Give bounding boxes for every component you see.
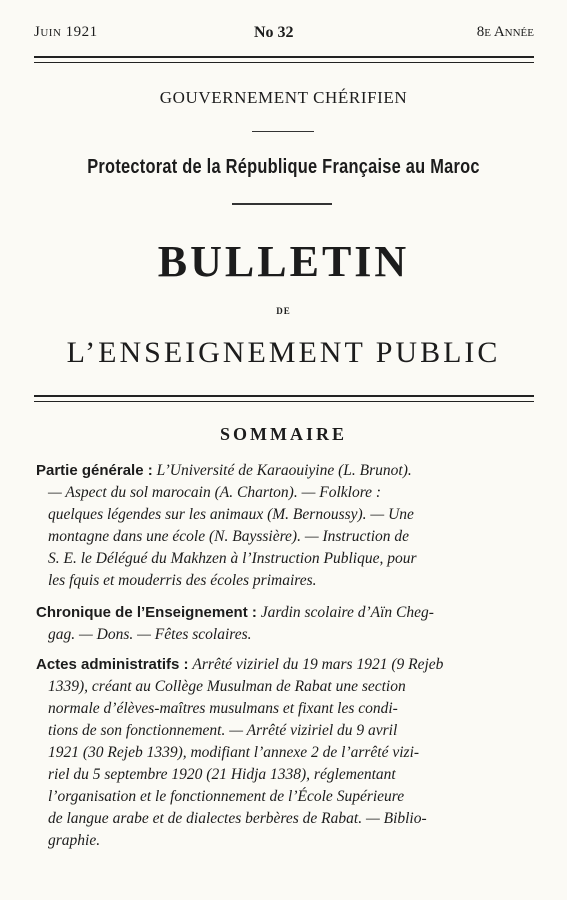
section-chronique [36,602,540,646]
section-actes-administratifs [36,654,540,852]
de-label: DE [276,306,291,316]
protectorate-title: Protectorat de la République Française au Maroc [87,156,480,178]
section-line: L’Université de Karaouiyine (L. Brunot). [156,462,412,479]
section-head: Chronique de l’Enseignement : [36,604,257,621]
section-line: graphie. [48,832,101,849]
masthead [34,24,534,48]
divider-short-1 [252,131,314,132]
masthead-rule [34,56,534,63]
section-line: S. E. le Délégué du Makhzen à l’Instruction Publique, pour [48,550,417,567]
issue-date: Juin 1921 [34,24,98,40]
section-line: Jardin scolaire d’Aïn Cheg- [260,604,434,621]
section-line: gag. — Dons. — Fêtes scolaires. [48,626,252,643]
section-line: normale d’élèves-maîtres musulmans et fixant les condi- [48,700,398,717]
section-line: riel du 5 septembre 1920 (21 Hidja 1338), réglementant [48,766,396,783]
divider-short-2 [232,203,332,205]
section-line: montagne dans une école (N. Bayssière). — Instruction de [48,528,410,545]
issue-year: 8e Année [476,24,534,40]
header-rule [34,395,534,402]
section-partie-generale [36,460,540,592]
section-line: quelques légendes sur les animaux (M. Bernoussy). — Une [48,506,414,523]
bulletin-title: BULLETIN [157,237,410,286]
section-head: Actes administratifs : [36,656,189,673]
section-head: Partie générale : [36,462,153,479]
section-line: de langue arabe et de dialectes berbères de Rabat. — Biblio- [48,810,427,827]
sommaire-heading: SOMMAIRE [220,424,347,444]
issue-number: No 32 [254,24,294,41]
enseignement-title: L’ENSEIGNEMENT PUBLIC [66,336,501,369]
section-line: les fquis et mouderris des écoles primaires. [48,572,317,589]
section-line: 1921 (30 Rejeb 1339), modifiant l’annexe 2 de l’arrêté vizi- [48,744,420,761]
section-line: tions de son fonctionnement. — Arrêté viziriel du 9 avril [48,722,398,739]
section-line: 1339), créant au Collège Musulman de Rabat une section [48,678,406,695]
section-line: — Aspect du sol marocain (A. Charton). — Folklore : [48,484,382,501]
section-line: Arrêté viziriel du 19 mars 1921 (9 Rejeb [192,656,444,673]
section-line: l’organisation et le fonctionnement de l’École Supérieure [48,788,405,805]
government-title: GOUVERNEMENT CHÉRIFIEN [159,88,408,107]
